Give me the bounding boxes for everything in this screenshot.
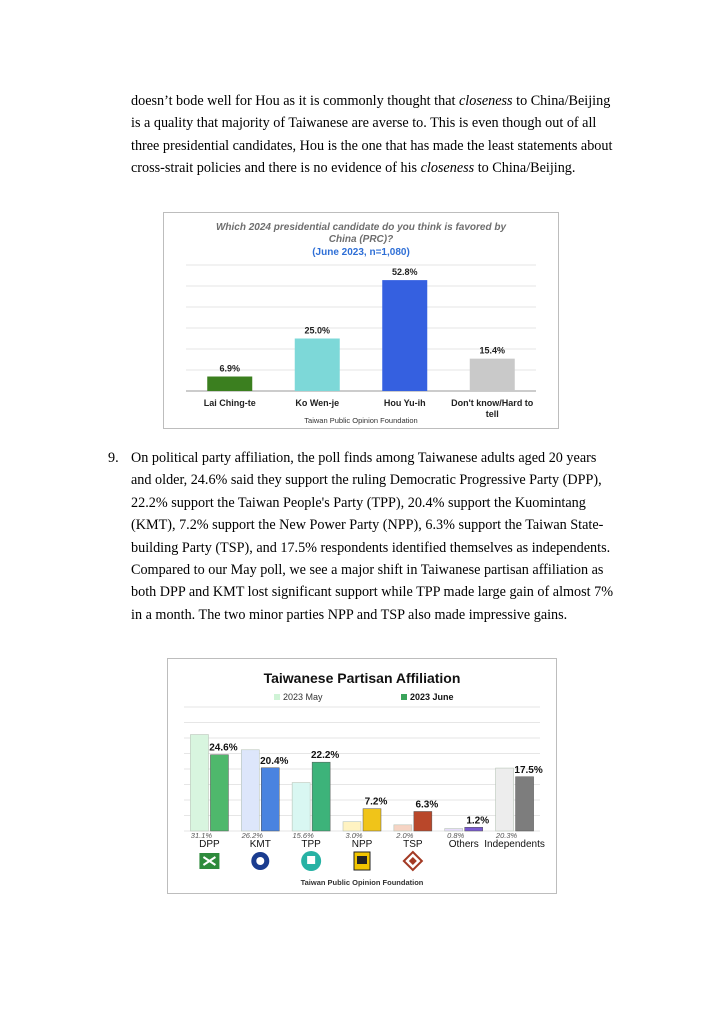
- june-value-label: 20.4%: [260, 755, 289, 767]
- may-value-label: 15.6%: [292, 831, 314, 840]
- june-value-label: 6.3%: [415, 799, 439, 811]
- chart-title-line-2: China (PRC)?: [328, 234, 394, 245]
- bar-june-kmt: [261, 768, 279, 831]
- category-label: Others: [448, 839, 479, 850]
- may-value-label: 2.0%: [396, 831, 414, 840]
- partisan-affiliation-chart: [167, 658, 557, 894]
- bar-may-tpp: [292, 783, 310, 831]
- june-value-label: 22.2%: [310, 750, 340, 762]
- bar-lai-ching-te: [207, 377, 252, 391]
- category-label: DPP: [199, 839, 220, 850]
- june-value-label: 1.2%: [466, 815, 490, 827]
- bar-june-dpp: [210, 755, 228, 831]
- candidate-favored-chart: [163, 212, 559, 429]
- category-label: TPP: [301, 839, 321, 850]
- category-label-line-1: Don't know/Hard to: [451, 398, 534, 408]
- may-value-label: 31.1%: [190, 831, 213, 840]
- list-item-text: On political party affiliation, the poll finds among Taiwanese adults aged 20 years and older, 24.6% said they support the ruling Democratic Progressive Party (DPP), 22.2% support the Taiwan People's Party (TPP), 20.4% support the Kuomintang (KMT), 7.2% support the New Power Party (NPP), 6.3% support the Taiwan State-building Party (TSP), and 17.5% respondents identified themselves as independents. Compared to our May poll, we see a major shift in Taiwanese partisan affiliation as both DPP and KMT lost significant support while TPP made large gain of almost 7% in a month. The two minor parties NPP and TSP also made impressive gains.: [131, 450, 614, 623]
- may-value-label: 3.0%: [345, 831, 363, 840]
- june-value-label: 24.6%: [209, 742, 238, 754]
- category-label: Independents: [484, 839, 545, 850]
- june-value-label: 7.2%: [364, 796, 388, 808]
- legend-label-june: 2023 June: [410, 692, 454, 702]
- category-label: TSP: [403, 839, 423, 850]
- emphasis-closeness-1: closeness: [458, 93, 513, 109]
- value-label: 15.4%: [479, 345, 506, 356]
- bar-june-tsp: [414, 811, 432, 831]
- bar-hou-yu-ih: [382, 280, 427, 391]
- value-label: 52.8%: [391, 267, 418, 278]
- category-label-line-2: tell: [485, 409, 499, 419]
- source-credit: Taiwan Public Opinion Foundation: [304, 416, 418, 425]
- chart-subtitle: (June 2023, n=1,080): [312, 247, 410, 258]
- legend-label-may: 2023 May: [283, 692, 323, 702]
- bar-june-independents: [516, 777, 534, 831]
- emphasis-closeness-2: closeness: [420, 160, 475, 177]
- chart-title-line-1: Which 2024 presidential candidate do you think is favored by: [215, 222, 507, 233]
- kmt-logo-sun: [256, 857, 264, 865]
- bar-ko-wen-je: [295, 339, 340, 392]
- may-value-label: 26.2%: [241, 831, 263, 840]
- npp-logo-mark: [357, 856, 367, 864]
- list-item-number: 9.: [108, 450, 119, 466]
- bar-may-independents: [496, 768, 514, 831]
- legend-swatch-june: [401, 694, 407, 700]
- candidate-favored-chart-svg: [164, 213, 558, 428]
- category-label: Hou Yu-ih: [383, 398, 426, 408]
- value-label: 6.9%: [219, 363, 241, 374]
- category-label: Ko Wen-je: [295, 398, 340, 408]
- bar-don-t-know-hard-to-tell: [470, 359, 515, 391]
- tpp-logo-mark: [307, 856, 315, 864]
- category-label: Lai Ching-te: [203, 398, 256, 408]
- chart-title: Taiwanese Partisan Affiliation: [263, 670, 461, 686]
- bar-june-tpp: [312, 762, 330, 831]
- bar-june-npp: [363, 809, 381, 831]
- bar-may-dpp: [190, 735, 208, 831]
- category-label: NPP: [351, 839, 373, 850]
- legend-swatch-may: [274, 694, 280, 700]
- may-value-label: 20.3%: [495, 831, 518, 840]
- paragraph-1: [131, 90, 621, 180]
- june-value-label: 17.5%: [514, 764, 543, 776]
- may-value-label: 0.8%: [447, 831, 465, 840]
- bar-june-others: [465, 827, 483, 831]
- source-credit: Taiwan Public Opinion Foundation: [300, 878, 424, 887]
- value-label: 25.0%: [304, 325, 331, 336]
- category-label: KMT: [249, 839, 271, 850]
- bar-may-npp: [343, 822, 361, 831]
- partisan-affiliation-chart-svg: [168, 659, 556, 893]
- paragraph-1-text: doesn’t bode well for Hou as it is commonly thought that closeness to China/Beijing is a quality that majority of Taiwanese are averse to. This is even though out of all three presidential candidates, Hou is the one that has made the least statements about cross-strait policies and there is no evidence of his closeness to China/Beijing.: [131, 93, 613, 177]
- bar-may-kmt: [241, 750, 259, 831]
